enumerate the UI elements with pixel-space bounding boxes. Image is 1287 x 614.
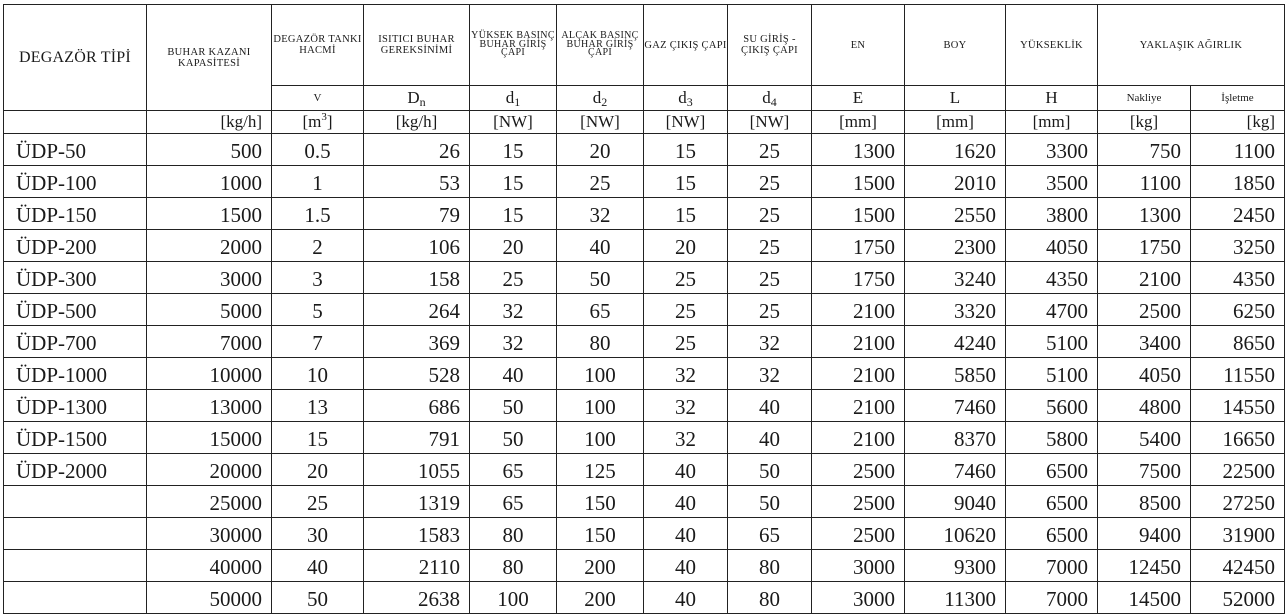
table-row	[4, 262, 1285, 294]
table-body	[4, 134, 1285, 614]
cell-d4: 25	[728, 166, 812, 198]
unit-isletme: [kg]	[1191, 111, 1285, 134]
cell-kapasite: 20000	[147, 454, 272, 486]
cell-boy: 9300	[905, 550, 1006, 582]
cell-type: ÜDP-150	[4, 198, 147, 230]
cell-d2: 125	[557, 454, 644, 486]
unit-yukseklik: [mm]	[1006, 111, 1098, 134]
cell-isitici: 26	[364, 134, 470, 166]
cell-yukseklik: 7000	[1006, 582, 1098, 614]
unit-nakliye: [kg]	[1098, 111, 1191, 134]
cell-boy: 1620	[905, 134, 1006, 166]
cell-d4: 25	[728, 230, 812, 262]
cell-kapasite: 2000	[147, 230, 272, 262]
cell-isletme: 2450	[1191, 198, 1285, 230]
cell-d1: 32	[470, 294, 557, 326]
cell-isletme: 1850	[1191, 166, 1285, 198]
cell-boy: 3320	[905, 294, 1006, 326]
cell-yukseklik: 5600	[1006, 390, 1098, 422]
cell-type: ÜDP-300	[4, 262, 147, 294]
unit-isitici: [kg/h]	[364, 111, 470, 134]
cell-isitici: 53	[364, 166, 470, 198]
cell-kapasite: 500	[147, 134, 272, 166]
cell-d4: 80	[728, 582, 812, 614]
cell-en: 1750	[812, 262, 905, 294]
cell-d4: 25	[728, 198, 812, 230]
unit-d3: [NW]	[644, 111, 728, 134]
header-isitici-buhar-gereksinimi: ISITICI BUHAR GEREKSİNİMİ	[364, 5, 470, 86]
cell-type: ÜDP-500	[4, 294, 147, 326]
cell-type: ÜDP-700	[4, 326, 147, 358]
cell-d2: 20	[557, 134, 644, 166]
cell-kapasite: 1500	[147, 198, 272, 230]
degazor-spec-table	[3, 4, 1285, 614]
cell-d3: 20	[644, 230, 728, 262]
symbol-d1: $d_1$	[470, 86, 557, 111]
cell-d4: 25	[728, 134, 812, 166]
table-row	[4, 358, 1285, 390]
cell-isitici: 79	[364, 198, 470, 230]
symbol-nakliye: Nakliye	[1098, 86, 1191, 111]
cell-en: 2100	[812, 390, 905, 422]
cell-boy: 8370	[905, 422, 1006, 454]
cell-yukseklik: 5800	[1006, 422, 1098, 454]
cell-hacim: 20	[272, 454, 364, 486]
cell-isletme: 11550	[1191, 358, 1285, 390]
cell-kapasite: 15000	[147, 422, 272, 454]
cell-yukseklik: 6500	[1006, 454, 1098, 486]
cell-isletme: 27250	[1191, 486, 1285, 518]
cell-nakliye: 1300	[1098, 198, 1191, 230]
cell-d2: 200	[557, 550, 644, 582]
symbol-h: H	[1006, 86, 1098, 111]
cell-nakliye: 2100	[1098, 262, 1191, 294]
cell-isitici: 528	[364, 358, 470, 390]
cell-d2: 100	[557, 358, 644, 390]
cell-type: ÜDP-1500	[4, 422, 147, 454]
cell-isletme: 31900	[1191, 518, 1285, 550]
cell-d1: 100	[470, 582, 557, 614]
cell-isitici: 264	[364, 294, 470, 326]
cell-boy: 10620	[905, 518, 1006, 550]
cell-kapasite: 1000	[147, 166, 272, 198]
cell-d2: 100	[557, 422, 644, 454]
cell-isletme: 16650	[1191, 422, 1285, 454]
cell-en: 2100	[812, 358, 905, 390]
cell-hacim: 0.5	[272, 134, 364, 166]
cell-boy: 11300	[905, 582, 1006, 614]
table-row	[4, 134, 1285, 166]
cell-d4: 50	[728, 486, 812, 518]
table-row	[4, 198, 1285, 230]
cell-nakliye: 7500	[1098, 454, 1191, 486]
cell-boy: 5850	[905, 358, 1006, 390]
cell-boy: 7460	[905, 454, 1006, 486]
cell-hacim: 1.5	[272, 198, 364, 230]
cell-nakliye: 3400	[1098, 326, 1191, 358]
cell-kapasite: 25000	[147, 486, 272, 518]
table-header	[4, 5, 1285, 134]
cell-d1: 80	[470, 518, 557, 550]
cell-d3: 15	[644, 166, 728, 198]
symbol-l: L	[905, 86, 1006, 111]
unit-row	[4, 111, 1285, 134]
cell-boy: 7460	[905, 390, 1006, 422]
cell-hacim: 10	[272, 358, 364, 390]
cell-yukseklik: 4050	[1006, 230, 1098, 262]
unit-boy: [mm]	[905, 111, 1006, 134]
cell-type: ÜDP-1300	[4, 390, 147, 422]
cell-nakliye: 4050	[1098, 358, 1191, 390]
cell-nakliye: 2500	[1098, 294, 1191, 326]
cell-d3: 32	[644, 422, 728, 454]
cell-isitici: 2638	[364, 582, 470, 614]
symbol-d4: $d_4$	[728, 86, 812, 111]
cell-hacim: 1	[272, 166, 364, 198]
cell-d3: 40	[644, 486, 728, 518]
cell-d4: 65	[728, 518, 812, 550]
cell-type: ÜDP-100	[4, 166, 147, 198]
cell-en: 1300	[812, 134, 905, 166]
cell-isitici: 1583	[364, 518, 470, 550]
cell-isletme: 42450	[1191, 550, 1285, 582]
cell-kapasite: 30000	[147, 518, 272, 550]
cell-en: 1500	[812, 198, 905, 230]
header-gaz-cikis-capi: GAZ ÇIKIŞ ÇAPI	[644, 5, 728, 86]
header-degazor-tipi: DEGAZÖR TİPİ	[4, 5, 147, 111]
cell-en: 2100	[812, 294, 905, 326]
cell-yukseklik: 6500	[1006, 486, 1098, 518]
cell-type: ÜDP-1000	[4, 358, 147, 390]
cell-type: ÜDP-50	[4, 134, 147, 166]
cell-type	[4, 518, 147, 550]
cell-yukseklik: 7000	[1006, 550, 1098, 582]
cell-boy: 4240	[905, 326, 1006, 358]
cell-kapasite: 3000	[147, 262, 272, 294]
cell-isitici: 369	[364, 326, 470, 358]
cell-isletme: 22500	[1191, 454, 1285, 486]
cell-d4: 50	[728, 454, 812, 486]
cell-isitici: 1319	[364, 486, 470, 518]
cell-d1: 15	[470, 166, 557, 198]
cell-en: 2500	[812, 486, 905, 518]
header-degazor-tanki-hacmi: DEGAZÖR TANKI HACMİ	[272, 5, 364, 86]
cell-boy: 3240	[905, 262, 1006, 294]
table-row	[4, 422, 1285, 454]
header-yaklasik-agirlik: YAKLAŞIK AĞIRLIK	[1098, 5, 1285, 86]
cell-d1: 15	[470, 198, 557, 230]
header-boy: BOY	[905, 5, 1006, 86]
cell-isitici: 158	[364, 262, 470, 294]
cell-d2: 25	[557, 166, 644, 198]
cell-d3: 32	[644, 390, 728, 422]
unit-hacim: $[m^3]$	[272, 111, 364, 134]
cell-hacim: 25	[272, 486, 364, 518]
symbol-e: E	[812, 86, 905, 111]
cell-nakliye: 750	[1098, 134, 1191, 166]
cell-d1: 15	[470, 134, 557, 166]
unit-d1: [NW]	[470, 111, 557, 134]
cell-kapasite: 5000	[147, 294, 272, 326]
cell-d3: 25	[644, 294, 728, 326]
cell-hacim: 7	[272, 326, 364, 358]
cell-hacim: 30	[272, 518, 364, 550]
cell-type: ÜDP-200	[4, 230, 147, 262]
cell-isletme: 6250	[1191, 294, 1285, 326]
cell-yukseklik: 4350	[1006, 262, 1098, 294]
symbol-d2: $d_2$	[557, 86, 644, 111]
cell-en: 2100	[812, 422, 905, 454]
cell-d1: 25	[470, 262, 557, 294]
header-yukseklik: YÜKSEKLİK	[1006, 5, 1098, 86]
cell-d2: 32	[557, 198, 644, 230]
cell-d1: 80	[470, 550, 557, 582]
cell-yukseklik: 3500	[1006, 166, 1098, 198]
header-yuksek-basinc-buhar-giris-capi: YÜKSEK BASINÇ BUHAR GİRİŞ ÇAPI	[470, 5, 557, 86]
symbol-d3: $d_3$	[644, 86, 728, 111]
cell-d3: 25	[644, 326, 728, 358]
cell-d4: 32	[728, 358, 812, 390]
table-row	[4, 486, 1285, 518]
symbol-v: V	[272, 86, 364, 111]
cell-d4: 40	[728, 390, 812, 422]
cell-d1: 20	[470, 230, 557, 262]
cell-hacim: 2	[272, 230, 364, 262]
cell-kapasite: 10000	[147, 358, 272, 390]
cell-type: ÜDP-2000	[4, 454, 147, 486]
cell-d3: 32	[644, 358, 728, 390]
cell-en: 3000	[812, 550, 905, 582]
cell-type	[4, 486, 147, 518]
cell-nakliye: 8500	[1098, 486, 1191, 518]
cell-nakliye: 4800	[1098, 390, 1191, 422]
table-row	[4, 390, 1285, 422]
cell-d1: 32	[470, 326, 557, 358]
cell-type	[4, 550, 147, 582]
unit-en: [mm]	[812, 111, 905, 134]
symbol-isletme: İşletme	[1191, 86, 1285, 111]
cell-isitici: 791	[364, 422, 470, 454]
cell-yukseklik: 6500	[1006, 518, 1098, 550]
table-row	[4, 230, 1285, 262]
cell-yukseklik: 3300	[1006, 134, 1098, 166]
cell-hacim: 50	[272, 582, 364, 614]
cell-d2: 40	[557, 230, 644, 262]
cell-d1: 50	[470, 422, 557, 454]
unit-tip-empty	[4, 111, 147, 134]
cell-d3: 40	[644, 582, 728, 614]
cell-d3: 15	[644, 198, 728, 230]
cell-isitici: 2110	[364, 550, 470, 582]
cell-isitici: 106	[364, 230, 470, 262]
cell-nakliye: 1100	[1098, 166, 1191, 198]
cell-d3: 40	[644, 454, 728, 486]
cell-d1: 40	[470, 358, 557, 390]
cell-d2: 150	[557, 486, 644, 518]
cell-boy: 2550	[905, 198, 1006, 230]
cell-nakliye: 1750	[1098, 230, 1191, 262]
cell-d1: 65	[470, 454, 557, 486]
table-row	[4, 454, 1285, 486]
cell-boy: 9040	[905, 486, 1006, 518]
header-alcak-basinc-buhar-giris-capi: ALÇAK BASINÇ BUHAR GİRİŞ ÇAPI	[557, 5, 644, 86]
cell-yukseklik: 5100	[1006, 358, 1098, 390]
cell-kapasite: 13000	[147, 390, 272, 422]
cell-isletme: 52000	[1191, 582, 1285, 614]
cell-d1: 65	[470, 486, 557, 518]
cell-nakliye: 12450	[1098, 550, 1191, 582]
symbol-dn: $D_n$	[364, 86, 470, 111]
cell-yukseklik: 3800	[1006, 198, 1098, 230]
cell-hacim: 13	[272, 390, 364, 422]
cell-d2: 150	[557, 518, 644, 550]
cell-d4: 40	[728, 422, 812, 454]
cell-hacim: 5	[272, 294, 364, 326]
cell-d2: 200	[557, 582, 644, 614]
cell-d1: 50	[470, 390, 557, 422]
cell-en: 2100	[812, 326, 905, 358]
cell-yukseklik: 4700	[1006, 294, 1098, 326]
table-row	[4, 294, 1285, 326]
table-row	[4, 550, 1285, 582]
cell-en: 2500	[812, 518, 905, 550]
cell-en: 2500	[812, 454, 905, 486]
header-su-giris-cikis-capi: SU GİRİŞ - ÇIKIŞ ÇAPI	[728, 5, 812, 86]
cell-kapasite: 40000	[147, 550, 272, 582]
cell-yukseklik: 5100	[1006, 326, 1098, 358]
cell-d2: 80	[557, 326, 644, 358]
header-en: EN	[812, 5, 905, 86]
cell-isletme: 14550	[1191, 390, 1285, 422]
table-row	[4, 166, 1285, 198]
cell-isletme: 8650	[1191, 326, 1285, 358]
cell-d3: 40	[644, 550, 728, 582]
cell-isitici: 1055	[364, 454, 470, 486]
cell-type	[4, 582, 147, 614]
cell-en: 1500	[812, 166, 905, 198]
cell-boy: 2010	[905, 166, 1006, 198]
table-row	[4, 518, 1285, 550]
cell-d2: 100	[557, 390, 644, 422]
cell-isletme: 4350	[1191, 262, 1285, 294]
cell-d4: 32	[728, 326, 812, 358]
cell-en: 1750	[812, 230, 905, 262]
cell-isitici: 686	[364, 390, 470, 422]
cell-d3: 15	[644, 134, 728, 166]
unit-kapasite: [kg/h]	[147, 111, 272, 134]
cell-kapasite: 50000	[147, 582, 272, 614]
cell-hacim: 3	[272, 262, 364, 294]
cell-hacim: 40	[272, 550, 364, 582]
cell-hacim: 15	[272, 422, 364, 454]
cell-isletme: 1100	[1191, 134, 1285, 166]
cell-en: 3000	[812, 582, 905, 614]
cell-boy: 2300	[905, 230, 1006, 262]
cell-d4: 80	[728, 550, 812, 582]
cell-d3: 25	[644, 262, 728, 294]
cell-nakliye: 14500	[1098, 582, 1191, 614]
table-row	[4, 582, 1285, 614]
cell-nakliye: 5400	[1098, 422, 1191, 454]
degazor-spec-sheet	[3, 4, 1285, 614]
cell-d2: 65	[557, 294, 644, 326]
cell-d4: 25	[728, 262, 812, 294]
unit-d2: [NW]	[557, 111, 644, 134]
cell-kapasite: 7000	[147, 326, 272, 358]
table-row	[4, 326, 1285, 358]
cell-isletme: 3250	[1191, 230, 1285, 262]
header-buhar-kazani-kapasitesi: BUHAR KAZANI KAPASİTESİ	[147, 5, 272, 111]
cell-d2: 50	[557, 262, 644, 294]
cell-nakliye: 9400	[1098, 518, 1191, 550]
cell-d4: 25	[728, 294, 812, 326]
unit-d4: [NW]	[728, 111, 812, 134]
cell-d3: 40	[644, 518, 728, 550]
